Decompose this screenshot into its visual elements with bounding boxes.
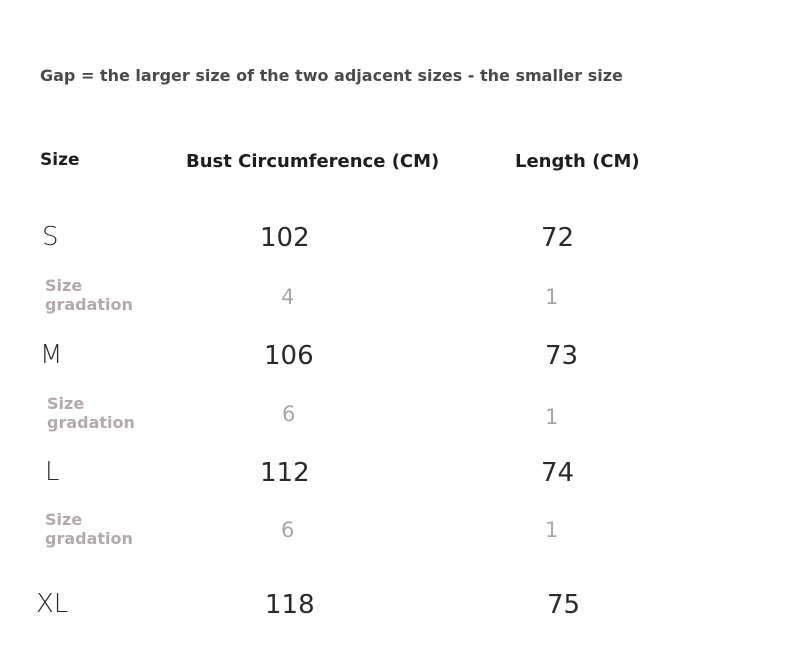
gradation-label-line1: Size bbox=[45, 276, 83, 295]
size-m-length: 73 bbox=[545, 341, 579, 371]
size-s-length: 72 bbox=[541, 223, 575, 253]
gradation-label bbox=[45, 276, 133, 314]
size-xl-bust: 118 bbox=[265, 590, 315, 620]
header-size: Size bbox=[40, 150, 80, 170]
gradation-label-line2: gradation bbox=[45, 295, 133, 314]
gradation-l-xl-length: 1 bbox=[545, 518, 559, 542]
gradation-label-line2: gradation bbox=[47, 413, 135, 432]
gradation-s-m-length: 1 bbox=[545, 285, 559, 309]
header-length: Length (CM) bbox=[515, 151, 640, 172]
size-xl-length: 75 bbox=[547, 590, 581, 620]
gradation-label-line1: Size bbox=[45, 510, 83, 529]
size-m-label: M bbox=[40, 340, 63, 370]
size-xl-label: XL bbox=[36, 589, 69, 619]
size-s-bust: 102 bbox=[260, 223, 310, 253]
size-m-bust: 106 bbox=[264, 341, 314, 371]
size-l-bust: 112 bbox=[260, 458, 310, 488]
size-l-length: 74 bbox=[541, 458, 575, 488]
size-s-label: S bbox=[42, 222, 59, 252]
size-l-label: L bbox=[45, 457, 60, 487]
gradation-label bbox=[47, 394, 135, 432]
gradation-label bbox=[45, 510, 133, 548]
header-bust: Bust Circumference (CM) bbox=[186, 151, 440, 172]
gradation-s-m-bust: 4 bbox=[281, 285, 295, 309]
gap-note: Gap = the larger size of the two adjacent sizes - the smaller size bbox=[40, 66, 623, 85]
gradation-l-xl-bust: 6 bbox=[281, 518, 295, 542]
gradation-label-line1: Size bbox=[47, 394, 85, 413]
gradation-m-l-length: 1 bbox=[545, 405, 559, 429]
gradation-label-line2: gradation bbox=[45, 529, 133, 548]
gradation-m-l-bust: 6 bbox=[282, 402, 296, 426]
